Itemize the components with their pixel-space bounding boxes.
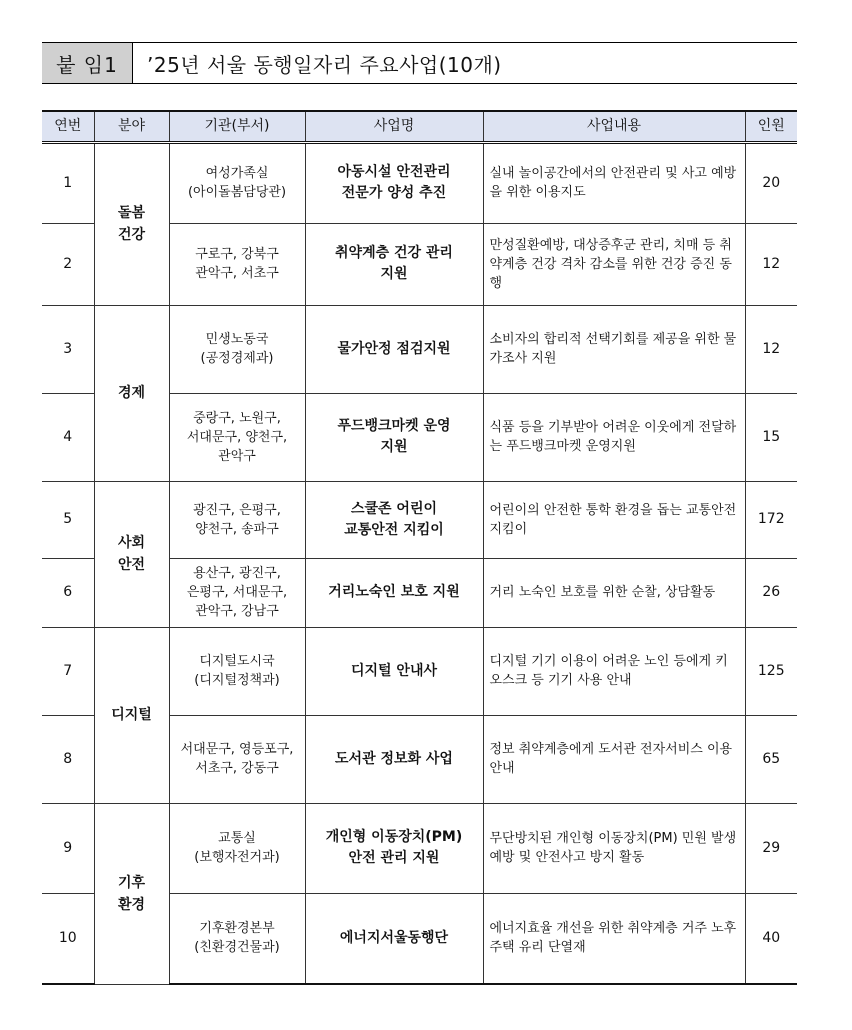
row-project-content: 식품 등을 기부받아 어려운 이웃에게 전달하는 푸드뱅크마켓 운영지원 [483,393,745,481]
title-bar [42,42,797,84]
row-project-name: 에너지서울동행단 [305,893,483,984]
header-agency: 기관(부서) [169,111,305,142]
row-no: 4 [42,393,94,481]
row-no: 8 [42,715,94,803]
field-climate-environment: 기후 환경 [94,803,169,984]
row-agency: 디지털도시국 (디지털정책과) [169,627,305,715]
row-count: 15 [745,393,797,481]
row-count: 125 [745,627,797,715]
table-row [42,803,797,893]
field-digital: 디지털 [94,627,169,803]
row-project-name: 물가안정 점검지원 [305,305,483,393]
row-project-name: 도서관 정보화 사업 [305,715,483,803]
header-field: 분야 [94,111,169,142]
row-agency: 교통실 (보행자전거과) [169,803,305,893]
table-row [42,305,797,393]
row-agency: 여성가족실 (아이돌봄담당관) [169,142,305,223]
row-count: 12 [745,305,797,393]
row-agency: 중랑구, 노원구, 서대문구, 양천구, 관악구 [169,393,305,481]
row-count: 172 [745,481,797,558]
row-no: 7 [42,627,94,715]
field-care-health: 돌봄 건강 [94,142,169,305]
row-project-name: 거리노숙인 보호 지원 [305,558,483,627]
row-project-content: 어린이의 안전한 통학 환경을 돕는 교통안전 지킴이 [483,481,745,558]
row-count: 65 [745,715,797,803]
attachment-label: 붙 임1 [42,43,133,83]
row-agency: 민생노동국 (공정경제과) [169,305,305,393]
row-agency: 서대문구, 영등포구, 서초구, 강동구 [169,715,305,803]
header-count: 인원 [745,111,797,142]
page-title: ’25년 서울 동행일자리 주요사업(10개) [147,52,502,77]
field-economy: 경제 [94,305,169,481]
row-project-content: 만성질환예방, 대상증후군 관리, 치매 등 취약계층 건강 격차 감소를 위한 건강 증진 동행 [483,223,745,305]
row-no: 5 [42,481,94,558]
row-agency: 구로구, 강북구 관악구, 서초구 [169,223,305,305]
row-count: 26 [745,558,797,627]
header-project-content: 사업내용 [483,111,745,142]
row-no: 10 [42,893,94,984]
row-no: 1 [42,142,94,223]
row-agency: 광진구, 은평구, 양천구, 송파구 [169,481,305,558]
table-header-row [42,111,797,142]
row-project-name: 디지털 안내사 [305,627,483,715]
projects-table [42,110,797,985]
row-project-content: 정보 취약계층에게 도서관 전자서비스 이용 안내 [483,715,745,803]
field-social-safety: 사회 안전 [94,481,169,627]
table-row [42,142,797,223]
row-project-content: 디지털 기기 이용이 어려운 노인 등에게 키오스크 등 기기 사용 안내 [483,627,745,715]
row-project-name: 아동시설 안전관리 전문가 양성 추진 [305,142,483,223]
row-agency: 기후환경본부 (친환경건물과) [169,893,305,984]
header-no: 연번 [42,111,94,142]
row-project-content: 에너지효율 개선을 위한 취약계층 거주 노후주택 유리 단열재 [483,893,745,984]
row-count: 29 [745,803,797,893]
row-project-content: 거리 노숙인 보호를 위한 순찰, 상담활동 [483,558,745,627]
row-no: 6 [42,558,94,627]
row-project-name: 개인형 이동장치(PM) 안전 관리 지원 [305,803,483,893]
header-project-name: 사업명 [305,111,483,142]
row-project-name: 스쿨존 어린이 교통안전 지킴이 [305,481,483,558]
row-no: 3 [42,305,94,393]
table-row [42,627,797,715]
row-project-name: 푸드뱅크마켓 운영 지원 [305,393,483,481]
table-row [42,481,797,558]
row-project-content: 무단방치된 개인형 이동장치(PM) 민원 발생 예방 및 안전사고 방지 활동 [483,803,745,893]
row-no: 9 [42,803,94,893]
row-agency: 용산구, 광진구, 은평구, 서대문구, 관악구, 강남구 [169,558,305,627]
row-count: 40 [745,893,797,984]
row-project-content: 실내 놀이공간에서의 안전관리 및 사고 예방을 위한 이용지도 [483,142,745,223]
row-count: 12 [745,223,797,305]
row-project-name: 취약계층 건강 관리 지원 [305,223,483,305]
row-no: 2 [42,223,94,305]
row-count: 20 [745,142,797,223]
row-project-content: 소비자의 합리적 선택기회를 제공을 위한 물가조사 지원 [483,305,745,393]
